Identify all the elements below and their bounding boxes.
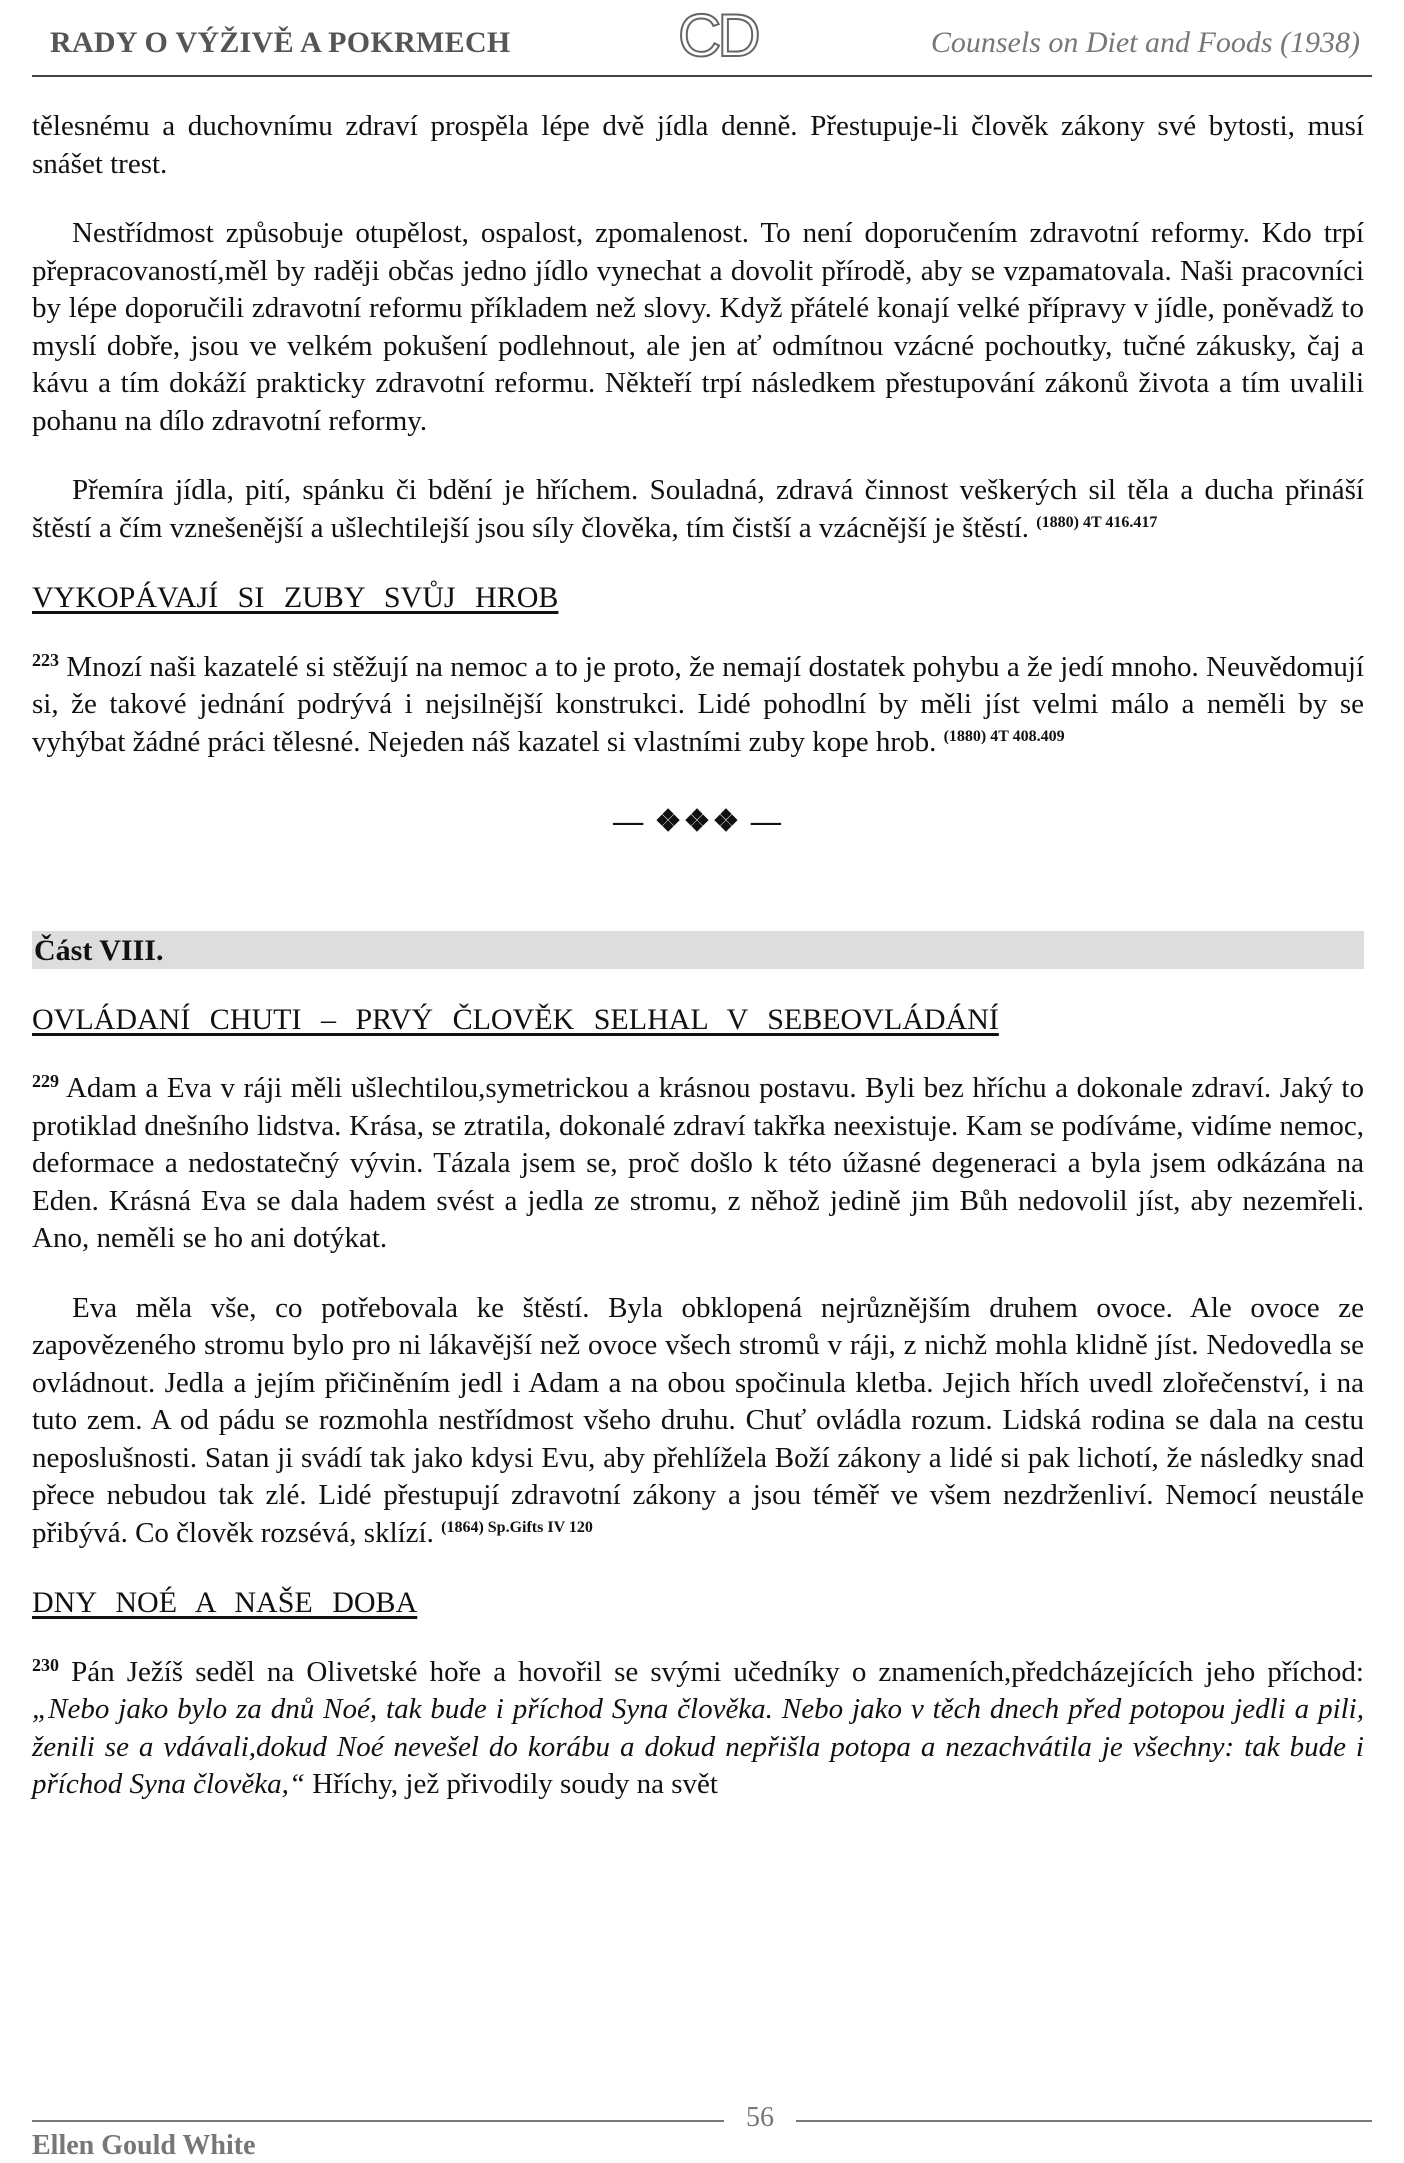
- page-content: [32, 108, 1364, 1804]
- section-heading: DNY NOÉ A NAŠE DOBA: [32, 1586, 418, 1619]
- cd-logo: CD: [678, 2, 757, 69]
- paragraph-eve: [32, 1290, 1364, 1553]
- source-reference: (1880) 4T 408.409: [943, 727, 1065, 745]
- paragraph-excess: [32, 472, 1364, 547]
- paragraph-text: Adam a Eva v ráji měli ušlechtilou,symetrickou a krásnou postavu. Byli bez hříchu a dokonale zdraví. Jaký to protiklad dnešního lidstva. Krása, se ztratila, dokonalé zdraví takřka neexistuje. Kam se podíváme, vidíme nemoc, deformace a nedostatečný vývin. Tázala jsem se, proč došlo k této úžasné degeneraci a byla jsem odkázána na Eden. Krásná Eva se dala hadem svést a jedla ze stromu, z něhož jedině jim Bůh nedovolil jíst, aby nezemřeli. Ano, neměli se ho ani dotýkat.: [32, 1072, 1364, 1254]
- header-divider: [32, 75, 1372, 77]
- source-reference: (1880) 4T 416.417: [1036, 513, 1158, 531]
- paragraph-text: Přemíra jídla, pití, spánku či bdění je hříchem. Souladná, zdravá činnost veškerých sil těla a ducha přináší štěstí a čím vznešenější a ušlechtilejší jsou síly člověka, tím čistší a vzácnější je štěstí.: [32, 474, 1364, 544]
- paragraph-continued: tělesnému a duchovnímu zdraví prospěla lépe dvě jídla denně. Přestupuje-li člověk zákony své bytosti, musí snášet trest.: [32, 110, 1364, 180]
- paragraph-223: [32, 649, 1364, 762]
- page-number: 56: [746, 2102, 774, 2133]
- footer-author: Ellen Gould White: [32, 2130, 256, 2161]
- section-ornament: — ❖❖❖ —: [613, 805, 783, 838]
- paragraph-text: Mnozí naši kazatelé si stěžují na nemoc a to je proto, že nemají dostatek pohybu a že jedí mnoho. Neuvědomují si, že takové jednání podrývá i nejsilnější konstrukci. Lidé pohodlní by měli jíst velmi málo a neměli by se vyhýbat žádné práci tělesné. Nejeden náš kazatel si vlastními zuby kope hrob.: [32, 650, 1364, 758]
- footer-divider-right: [796, 2120, 1372, 2122]
- paragraph-number: 229: [32, 1071, 59, 1091]
- paragraph-number: 223: [32, 649, 59, 670]
- section-heading: VYKOPÁVAJÍ SI ZUBY SVŮJ HROB: [32, 581, 559, 614]
- scripture-quote: „Nebo jako bylo za dnů Noé, tak bude i příchod Syna člověka. Nebo jako v těch dnech před potopou jedli a pili, ženili se a vdávali,dokud Noé nevešel do korábu a dokud nepřišla potopa a nezachvátila je všechny: tak bude i příchod Syna člověka,“: [32, 1693, 1364, 1800]
- paragraph-text: Hříchy, jež přivodily soudy na svět: [305, 1768, 718, 1800]
- paragraph-229: [32, 1070, 1364, 1258]
- running-subtitle: Counsels on Diet and Foods (1938): [930, 26, 1360, 59]
- footer-divider-left: [32, 2120, 724, 2122]
- paragraph-number: 230: [32, 1654, 59, 1675]
- paragraph-intemperance: Nestřídmost způsobuje otupělost, ospalost, zpomalenost. To není doporučením zdravotní reformy. Kdo trpí přepracovaností,měl by raději občas jedno jídlo vynechat a dovolit přírodě, aby se vzpamatovala. Naši pracovníci by lépe doporučili zdravotní reformu příkladem než slovy. Když přátelé konají velké přípravy v jídle, poněvadž to myslí dobře, jsou ve velkém pokušení podlehnout, ale jen ať odmítnou vzácné pochoutky, tučné zákusky, čaj a kávu a tím dokáží prakticky zdravotní reformu. Někteří trpí následkem přestupování zákonů života a tím uvalili pohanu na dílo zdravotní reformy.: [32, 217, 1364, 437]
- part-title: Část VIII.: [32, 931, 1364, 969]
- paragraph-text: Pán Ježíš seděl na Olivetské hoře a hovořil se svými učedníky o znameních,předcházejících jeho příchod:: [71, 1655, 1364, 1688]
- section-heading: OVLÁDANÍ CHUTI – PRVÝ ČLOVĚK SELHAL V SEBEOVLÁDÁNÍ: [32, 1002, 999, 1036]
- running-title: RADY O VÝŽIVĚ A POKRMECH: [50, 26, 511, 59]
- source-reference: (1864) Sp.Gifts IV 120: [441, 1518, 593, 1536]
- paragraph-230: [32, 1654, 1364, 1804]
- paragraph-text: Eva měla vše, co potřebovala ke štěstí. Byla obklopená nejrůznějším druhem ovoce. Ale ovoce ze zapovězeného stromu bylo pro ni lákavější než ovoce všech stromů v ráji, z nichž mohla klidně jíst. Nedovedla se ovládnout. Jedla a jejím přičiněním jedl i Adam a na obou spočinula kletba. Jejich hřích uvedl zlořečenství, i na tuto zem. A od pádu se rozmohla nestřídmost všeho druhu. Chuť ovládla rozum. Lidská rodina se dala na cestu neposlušnosti. Satan ji svádí tak jako kdysi Evu, aby přehlížela Boží zákony a lidé si pak lichotí, že následky snad přece nebudou tak zlé. Lidé přestupují zdravotní zákony a jsou téměř ve všem nezdrženliví. Nemocí neustále přibývá. Co člověk rozsévá, sklízí.: [32, 1291, 1364, 1549]
